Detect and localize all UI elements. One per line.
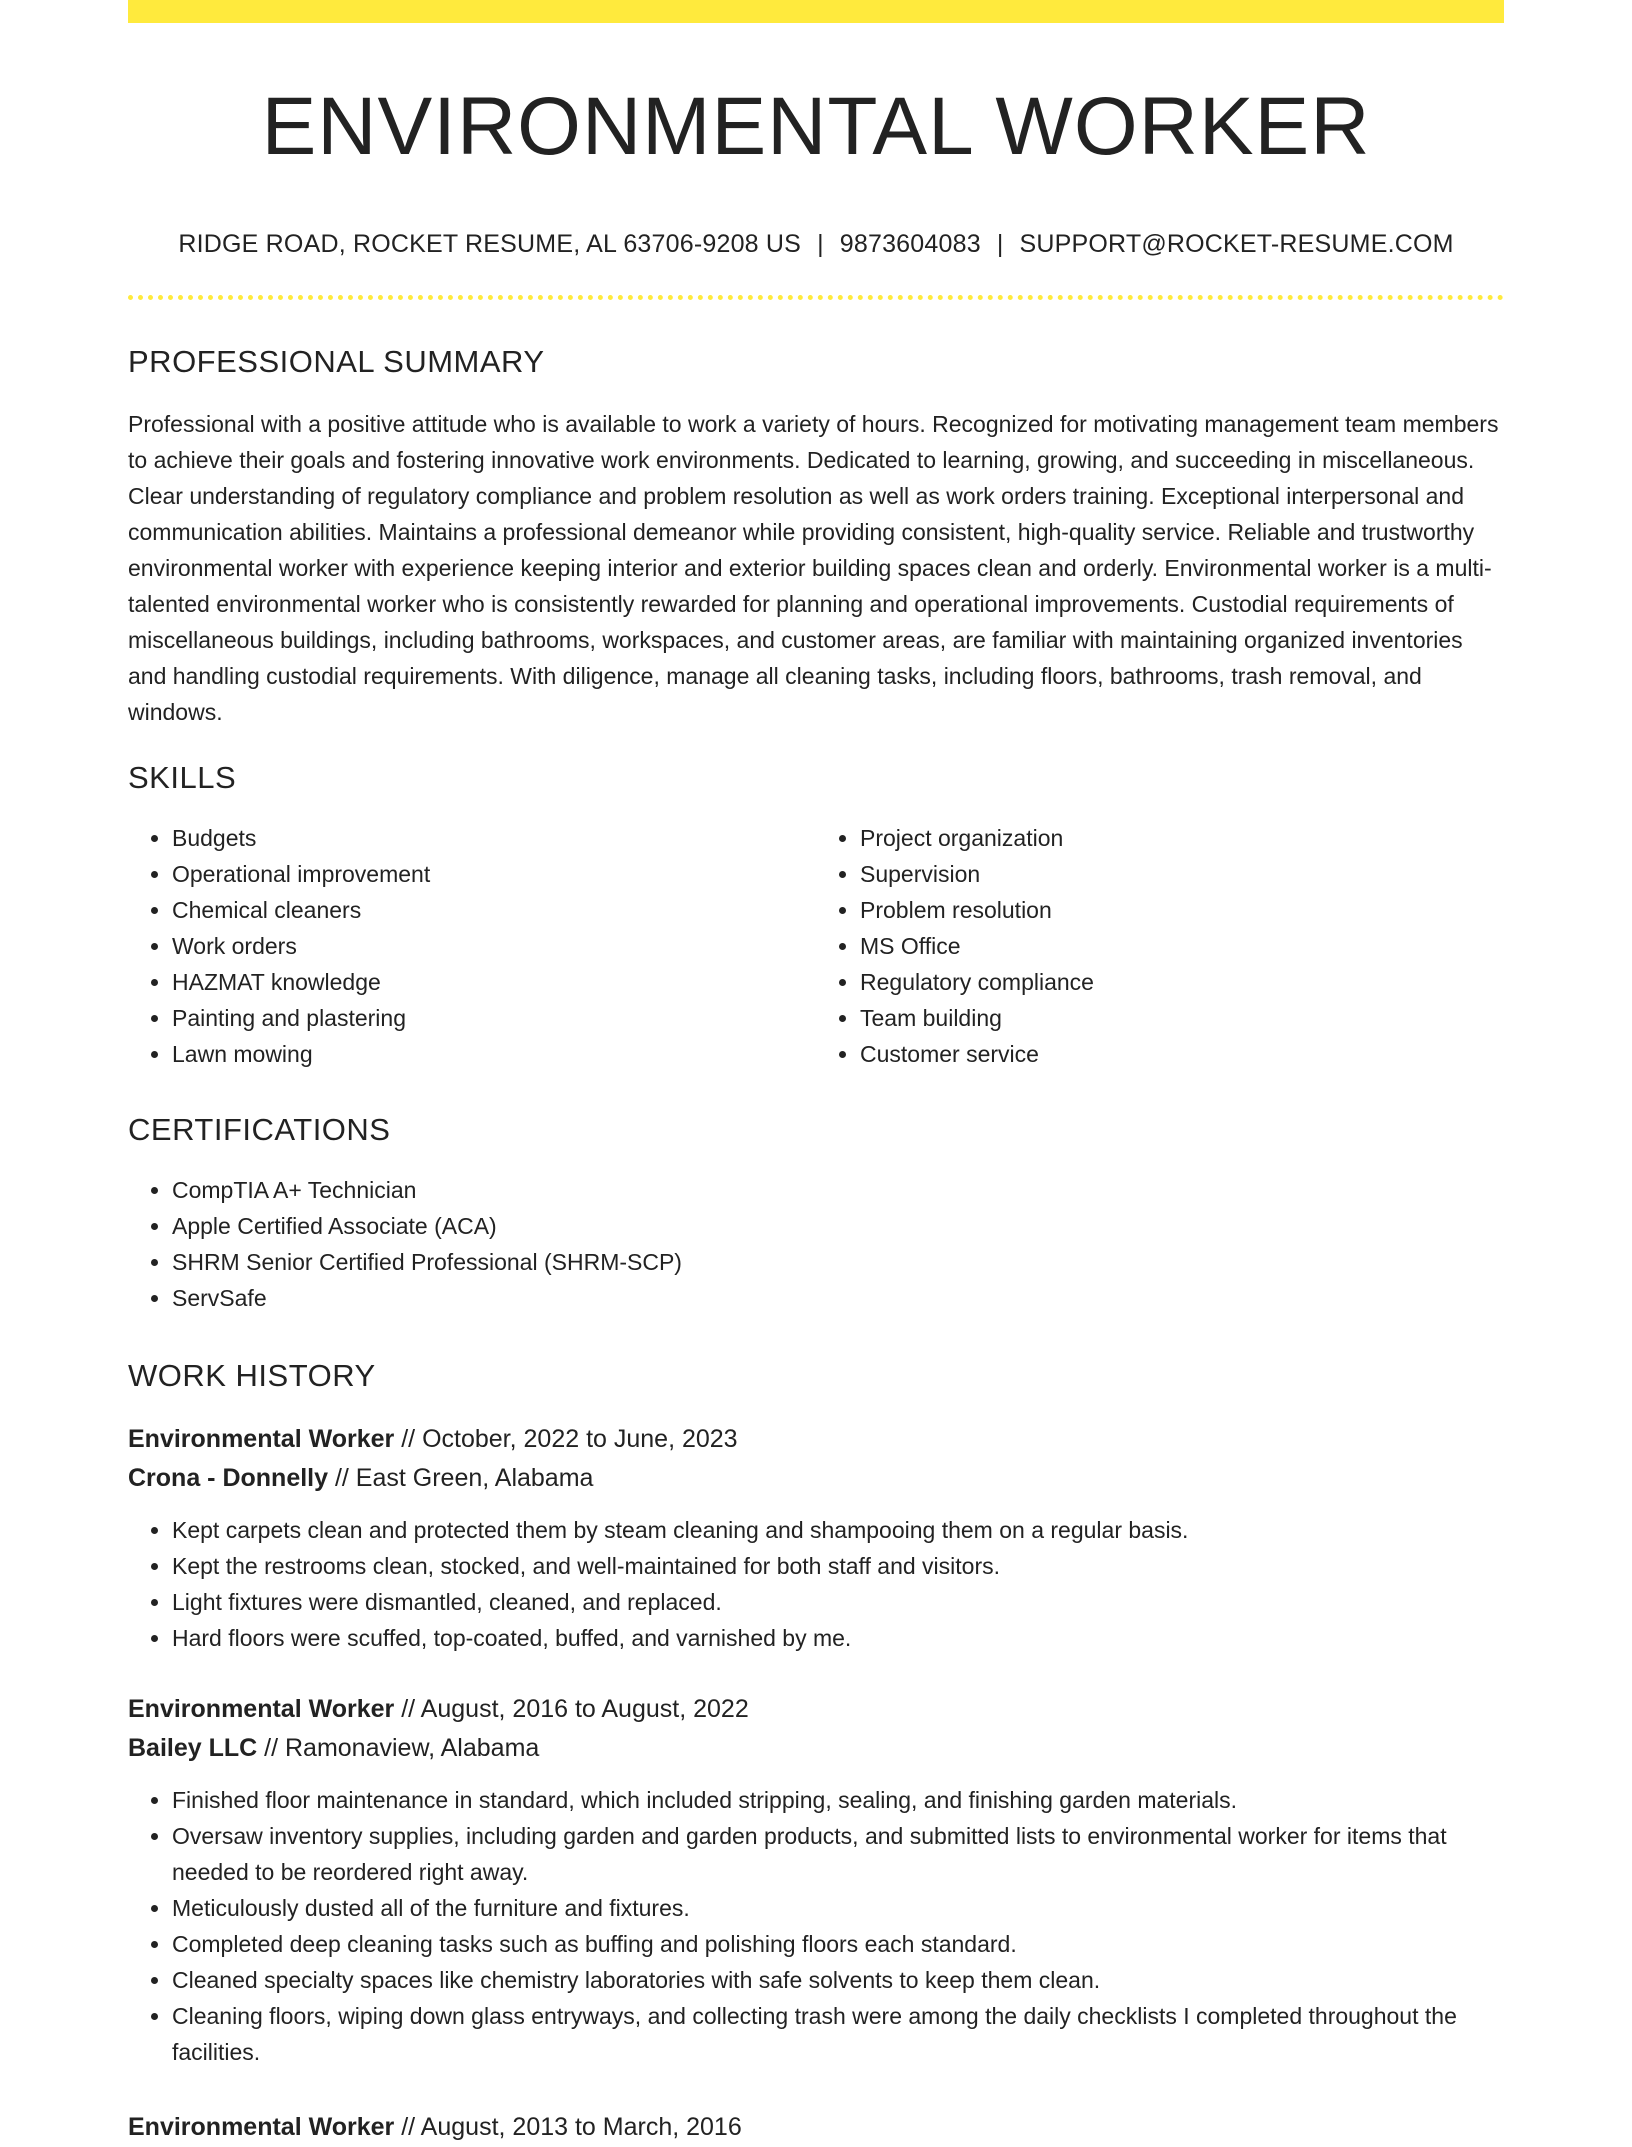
job-title-line — [128, 2108, 1504, 2147]
job-dates: // August, 2013 to March, 2016 — [394, 2113, 742, 2142]
top-accent-bar — [128, 0, 1504, 23]
skills-columns — [128, 820, 1504, 1072]
contact-line — [128, 230, 1504, 259]
summary-heading: PROFESSIONAL SUMMARY — [128, 344, 545, 380]
work-history-heading: WORK HISTORY — [128, 1358, 376, 1394]
contact-separator: | — [817, 230, 824, 259]
job-bullet: • Kept the restrooms clean, stocked, and well-maintained for both staff and visitors. — [172, 1548, 1504, 1584]
job-company: Bailey LLC — [128, 1734, 258, 1763]
job-bullet: • Cleaning floors, wiping down glass entryways, and collecting trash were among the daily checklists I completed throughout the facilities. — [172, 1998, 1504, 2070]
job-location: // East Green, Alabama — [328, 1464, 594, 1493]
job-entry — [128, 1420, 1504, 1656]
job-dates: // October, 2022 to June, 2023 — [394, 1425, 738, 1454]
skill-item: • Work orders — [172, 928, 816, 964]
skill-item: • Regulatory compliance — [860, 964, 1504, 1000]
certification-item: • ServSafe — [172, 1280, 1504, 1316]
skill-item: • Problem resolution — [860, 892, 1504, 928]
skills-heading: SKILLS — [128, 760, 237, 796]
job-entry — [128, 1690, 1504, 2070]
skill-item: • Team building — [860, 1000, 1504, 1036]
skill-item: • Chemical cleaners — [172, 892, 816, 928]
job-location: // Ramonaview, Alabama — [257, 1734, 540, 1763]
certification-item: • CompTIA A+ Technician — [172, 1172, 1504, 1208]
skill-item: • Operational improvement — [172, 856, 816, 892]
contact-phone: 9873604083 — [839, 230, 981, 259]
job-bullet-list — [128, 1512, 1504, 1656]
contact-email: SUPPORT@ROCKET-RESUME.COM — [1019, 230, 1454, 259]
header-divider — [128, 295, 1504, 300]
certification-item: • Apple Certified Associate (ACA) — [172, 1208, 1504, 1244]
job-bullet-list — [128, 1782, 1504, 2070]
job-company-line — [128, 1459, 1504, 1498]
certifications-list — [128, 1172, 1504, 1316]
job-bullet: • Finished floor maintenance in standard, which included stripping, sealing, and finishing garden materials. — [172, 1782, 1504, 1818]
job-dates: // August, 2016 to August, 2022 — [394, 1695, 749, 1724]
job-bullet: • Kept carpets clean and protected them by steam cleaning and shampooing them on a regular basis. — [172, 1512, 1504, 1548]
certification-item: • SHRM Senior Certified Professional (SHRM-SCP) — [172, 1244, 1504, 1280]
job-position: Environmental Worker — [128, 1695, 395, 1724]
skill-item: • HAZMAT knowledge — [172, 964, 816, 1000]
skill-item: • Painting and plastering — [172, 1000, 816, 1036]
job-bullet: • Oversaw inventory supplies, including garden and garden products, and submitted lists to environmental worker for items that needed to be reordered right away. — [172, 1818, 1504, 1890]
job-bullet: • Hard floors were scuffed, top-coated, buffed, and varnished by me. — [172, 1620, 1504, 1656]
skill-item: • Lawn mowing — [172, 1036, 816, 1072]
resume-page — [128, 0, 1504, 2147]
certifications-heading: CERTIFICATIONS — [128, 1112, 391, 1148]
job-bullet: • Meticulously dusted all of the furniture and fixtures. — [172, 1890, 1504, 1926]
skill-item: • Supervision — [860, 856, 1504, 892]
job-company: Crona - Donnelly — [128, 1464, 329, 1493]
contact-separator: | — [996, 230, 1004, 259]
contact-address: RIDGE ROAD, ROCKET RESUME, AL 63706-9208 US — [178, 230, 802, 259]
skill-item: • MS Office — [860, 928, 1504, 964]
job-title-line — [128, 1420, 1504, 1459]
skill-item: • Budgets — [172, 820, 816, 856]
job-company-line — [128, 1729, 1504, 1768]
skill-item: • Customer service — [860, 1036, 1504, 1072]
summary-text: Professional with a positive attitude who is available to work a variety of hours. Recognized for motivating management team members to achieve their goals and fostering innovative work environments. Dedicated to learning, growing, and succeeding in miscellaneous. Clear understanding of regulatory compliance and problem resolution as well as work orders training. Exceptional interpersonal and communication abilities. Maintains a professional demeanor while providing consistent, high-quality service. Reliable and trustworthy environmental worker with experience keeping interior and exterior building spaces clean and orderly. Environmental worker is a multi-talented environmental worker who is consistently rewarded for planning and operational improvements. Custodial requirements of miscellaneous buildings, including bathrooms, workspaces, and customer areas, are familiar with maintaining organized inventories and handling custodial requirements. With diligence, manage all cleaning tasks, including floors, bathrooms, trash removal, and windows. — [128, 411, 1499, 726]
job-bullet: • Completed deep cleaning tasks such as buffing and polishing floors each standard. — [172, 1926, 1504, 1962]
candidate-name: ENVIRONMENTAL WORKER — [261, 81, 1371, 172]
job-bullet: • Light fixtures were dismantled, cleaned, and replaced. — [172, 1584, 1504, 1620]
job-title-line — [128, 1690, 1504, 1729]
job-bullet: • Cleaned specialty spaces like chemistry laboratories with safe solvents to keep them clean. — [172, 1962, 1504, 1998]
skill-item: • Project organization — [860, 820, 1504, 856]
skills-list-right — [816, 820, 1504, 1072]
job-position: Environmental Worker — [128, 1425, 395, 1454]
job-position: Environmental Worker — [128, 2113, 395, 2142]
skills-list-left — [128, 820, 816, 1072]
job-entry — [128, 2108, 1504, 2147]
